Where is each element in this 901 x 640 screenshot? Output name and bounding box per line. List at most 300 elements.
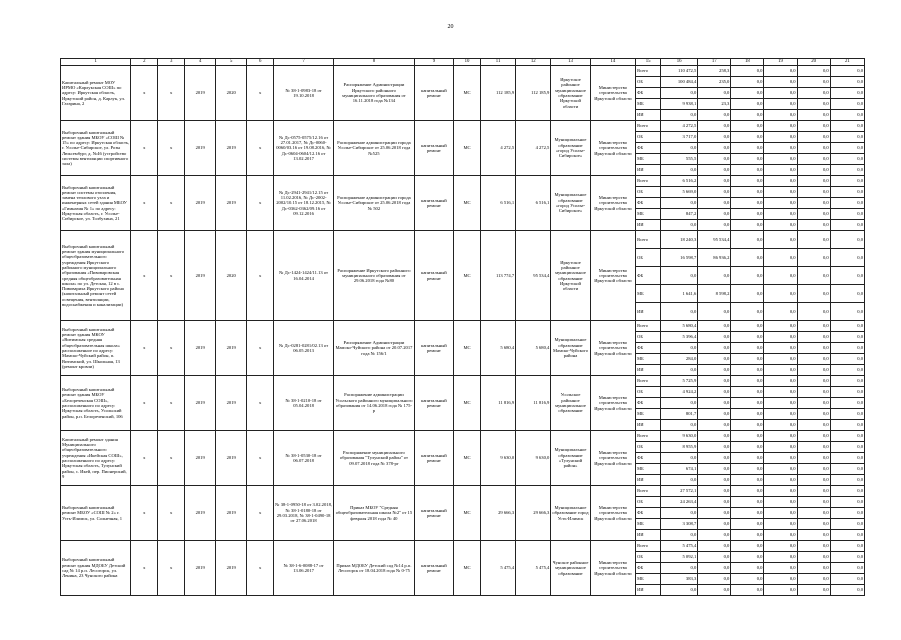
amount-cell: 0,0 (698, 497, 731, 508)
start-year-cell: 2019 (185, 486, 216, 541)
amount-cell: 0,0 (830, 409, 864, 420)
remaining-cost-cell: 9 630,0 (516, 431, 551, 486)
remaining-cost-cell: 95 534,4 (516, 231, 551, 321)
remaining-cost-cell: 5 475,4 (516, 541, 551, 596)
amount-cell: 0,0 (731, 475, 764, 486)
work-type-cell: капитальный ремонт (414, 321, 453, 376)
amount-cell: 5 092,1 (661, 552, 698, 563)
amount-cell: 0,0 (764, 563, 797, 574)
amount-cell: 5 680,4 (661, 321, 698, 332)
municipality-cell: Усольское районное муниципальное образование (551, 376, 590, 431)
work-type-cell: капитальный ремонт (414, 231, 453, 321)
funding-source-label: Всего (636, 121, 661, 132)
amount-cell: 0,0 (764, 231, 797, 249)
col6-cell: х (247, 121, 274, 176)
amount-cell: 0,0 (830, 220, 864, 231)
table-row (61, 431, 865, 442)
funding-source-label: ОБ (636, 497, 661, 508)
amount-cell: 0,0 (698, 176, 731, 187)
column-number-20: 20 (797, 59, 830, 66)
funding-source-label: МБ (636, 574, 661, 585)
decision-cell: Распоряжение администрации города Усолье-Сибирское от 25.06.2018 года №525 (334, 121, 415, 176)
amount-cell: 0,0 (797, 220, 830, 231)
work-type-cell: капитальный ремонт (414, 376, 453, 431)
decision-cell: Распоряжение Иркутского районного муниципального образования от 29.06.2018 года №80 (334, 231, 415, 321)
amount-cell: 0,0 (731, 398, 764, 409)
amount-cell: 0,0 (797, 88, 830, 99)
amount-cell: 0,0 (830, 530, 864, 541)
amount-cell: 0,0 (731, 332, 764, 343)
remaining-cost-cell: 29 666,3 (516, 486, 551, 541)
remaining-cost-cell: 4 272,5 (516, 121, 551, 176)
amount-cell: 0,0 (731, 66, 764, 77)
end-year-cell: 2019 (216, 121, 247, 176)
amount-cell: 0,0 (830, 508, 864, 519)
remaining-cost-cell: 11 816,9 (516, 376, 551, 431)
funding-source-label: МБ (636, 354, 661, 365)
ownership-cell: МС (454, 176, 481, 231)
amount-cell: 9 630,0 (661, 431, 698, 442)
amount-cell: 0,0 (830, 132, 864, 143)
amount-cell: 0,0 (731, 376, 764, 387)
amount-cell: 0,0 (797, 154, 830, 165)
funding-source-label: МБ (636, 154, 661, 165)
object-name-cell: Выборочный капитальный ремонт МБОУ «СОШ № 2» г. Усть-Илимск, ул. Солнечная, 1 (61, 486, 131, 541)
amount-cell: 235,0 (698, 77, 731, 88)
amount-cell: 5 396,4 (661, 332, 698, 343)
funding-source-label: ФБ (636, 143, 661, 154)
amount-cell: 0,0 (797, 376, 830, 387)
amount-cell: 0,0 (698, 209, 731, 220)
col6-cell: х (247, 176, 274, 231)
amount-cell: 0,0 (764, 475, 797, 486)
decision-cell: Распоряжение Администрации Мамско-Чуйского района от 20.07.2017 года № 156/1 (334, 321, 415, 376)
amount-cell: 0,0 (698, 508, 731, 519)
col6-cell: х (247, 231, 274, 321)
amount-cell: 0,0 (698, 409, 731, 420)
amount-cell: 0,0 (731, 508, 764, 519)
amount-cell: 8 955,9 (661, 442, 698, 453)
funding-source-label: ИИ (636, 220, 661, 231)
object-name-cell: Выборочный капитальный ремонт здания МКОУ «Витимская средняя общеобразовательная школа» расположенное по адресу: Мамско-Чуйский район, п. Витимский, ул. Школьная, 13 (ремонт кровли) (61, 321, 131, 376)
amount-cell: 0,0 (830, 110, 864, 121)
amount-cell: 0,0 (698, 303, 731, 321)
funding-source-label: ОБ (636, 552, 661, 563)
amount-cell: 0,0 (764, 66, 797, 77)
amount-cell: 0,0 (830, 475, 864, 486)
amount-cell: 0,0 (661, 343, 698, 354)
amount-cell: 0,0 (698, 574, 731, 585)
amount-cell: 555,5 (661, 154, 698, 165)
amount-cell: 0,0 (731, 77, 764, 88)
col2-cell: х (131, 121, 158, 176)
funding-source-label: Всего (636, 176, 661, 187)
amount-cell: 0,0 (698, 541, 731, 552)
amount-cell: 0,0 (764, 209, 797, 220)
funding-source-label: МБ (636, 99, 661, 110)
funding-source-label: ФБ (636, 343, 661, 354)
amount-cell: 0,0 (731, 519, 764, 530)
col2-cell: х (131, 431, 158, 486)
amount-cell: 0,0 (830, 420, 864, 431)
amount-cell: 0,0 (731, 431, 764, 442)
municipality-cell: Муниципальное образование город Усть-Илимск (551, 486, 590, 541)
amount-cell: 0,0 (797, 387, 830, 398)
expertise-cell: № 38-1-0210-18 от 05.04.2018 (274, 376, 334, 431)
expertise-cell: № 38-1-0530-18 от 06.07.2018 (274, 431, 334, 486)
funding-source-label: Всего (636, 541, 661, 552)
amount-cell: 0,0 (731, 154, 764, 165)
remaining-cost-cell: 112 185,9 (516, 66, 551, 121)
amount-cell: 0,0 (797, 187, 830, 198)
amount-cell: 0,0 (731, 387, 764, 398)
amount-cell: 0,0 (764, 486, 797, 497)
amount-cell: 110 472,5 (661, 66, 698, 77)
work-type-cell: капитальный ремонт (414, 431, 453, 486)
municipality-cell: Муниципальное образование Мамско-Чуйского района (551, 321, 590, 376)
amount-cell: 0,0 (698, 431, 731, 442)
amount-cell: 0,0 (830, 187, 864, 198)
amount-cell: 0,0 (764, 198, 797, 209)
amount-cell: 0,0 (698, 132, 731, 143)
funding-source-label: ИИ (636, 365, 661, 376)
amount-cell: 0,0 (764, 574, 797, 585)
amount-cell: 0,0 (797, 121, 830, 132)
end-year-cell: 2019 (216, 431, 247, 486)
col6-cell: х (247, 486, 274, 541)
amount-cell: 0,0 (797, 209, 830, 220)
table-row (61, 486, 865, 497)
amount-cell: 0,0 (797, 453, 830, 464)
amount-cell: 5 725,9 (661, 376, 698, 387)
column-number-14: 14 (590, 59, 636, 66)
object-name-cell: Выборочный капитальный ремонт здания МБОУ «СОШ № 15» по адресу: Иркутская область, г. Усолье-Сибирское, ул. Розы Люксембург, д. №46 (устройство системы вентиляции спортивного зала) (61, 121, 131, 176)
amount-cell: 0,0 (797, 365, 830, 376)
amount-cell: 3 717,0 (661, 132, 698, 143)
estimated-cost-cell: 112 185,9 (481, 66, 516, 121)
amount-cell: 8 598,2 (698, 285, 731, 303)
column-number-5: 5 (216, 59, 247, 66)
expertise-cell: № 38-1-0950-18 от 3.02.2018, № 38-1-0180-18 от 29.03.2018, № 38-1-0490-18 от 27.06.2018 (274, 486, 334, 541)
amount-cell: 0,0 (661, 453, 698, 464)
amount-cell: 0,0 (797, 343, 830, 354)
amount-cell: 0,0 (830, 365, 864, 376)
table-row (61, 121, 865, 132)
amount-cell: 0,0 (797, 99, 830, 110)
end-year-cell: 2019 (216, 321, 247, 376)
expertise-cell: № Дс-0575-0575/12.16 от 27.01.2017, № Дс-0060-0060/03.16 от 19.08.2016, № Дс-0604-0604/12.16 от 13.02.2017 (274, 121, 334, 176)
amount-cell: 0,0 (764, 519, 797, 530)
amount-cell: 3 308,7 (661, 519, 698, 530)
funding-source-label: ОБ (636, 132, 661, 143)
amount-cell: 0,0 (764, 497, 797, 508)
decision-cell: Распоряжение администрации города Усолье-Сибирское от 25.06.2018 года № 502 (334, 176, 415, 231)
amount-cell: 0,0 (731, 574, 764, 585)
amount-cell: 0,0 (797, 431, 830, 442)
amount-cell: 0,0 (797, 354, 830, 365)
amount-cell: 0,0 (797, 464, 830, 475)
estimated-cost-cell: 5 475,4 (481, 541, 516, 596)
col2-cell: х (131, 231, 158, 321)
amount-cell: 0,0 (764, 343, 797, 354)
amount-cell: 0,0 (698, 354, 731, 365)
amount-cell: 0,0 (797, 198, 830, 209)
ownership-cell: МС (454, 486, 481, 541)
column-number-1: 1 (61, 59, 131, 66)
funding-source-label: МБ (636, 285, 661, 303)
col2-cell: х (131, 321, 158, 376)
amount-cell: 0,0 (698, 332, 731, 343)
amount-cell: 0,0 (698, 110, 731, 121)
col3-cell: х (158, 321, 185, 376)
amount-cell: 0,0 (698, 442, 731, 453)
estimated-cost-cell: 113 774,7 (481, 231, 516, 321)
amount-cell: 0,0 (830, 563, 864, 574)
amount-cell: 0,0 (731, 563, 764, 574)
amount-cell: 0,0 (731, 541, 764, 552)
amount-cell: 0,0 (797, 267, 830, 285)
amount-cell: 0,0 (731, 165, 764, 176)
amount-cell: 0,0 (698, 267, 731, 285)
amount-cell: 0,0 (830, 519, 864, 530)
col3-cell: х (158, 121, 185, 176)
amount-cell: 0,0 (661, 530, 698, 541)
amount-cell: 0,0 (797, 176, 830, 187)
start-year-cell: 2019 (185, 121, 216, 176)
amount-cell: 284,0 (661, 354, 698, 365)
amount-cell: 0,0 (797, 585, 830, 596)
amount-cell: 0,0 (698, 475, 731, 486)
amount-cell: 0,0 (830, 121, 864, 132)
estimated-cost-cell: 9 630,0 (481, 431, 516, 486)
amount-cell: 0,0 (661, 475, 698, 486)
funding-source-label: ФБ (636, 88, 661, 99)
amount-cell: 0,0 (731, 420, 764, 431)
funding-source-label: Всего (636, 486, 661, 497)
column-number-11: 11 (481, 59, 516, 66)
end-year-cell: 2020 (216, 231, 247, 321)
amount-cell: 0,0 (698, 121, 731, 132)
work-type-cell: капитальный ремонт (414, 66, 453, 121)
amount-cell: 0,0 (764, 354, 797, 365)
expertise-cell: № 38-1-6-0088-17 от 13.06.2017 (274, 541, 334, 596)
col2-cell: х (131, 486, 158, 541)
table-row (61, 176, 865, 187)
amount-cell: 0,0 (731, 585, 764, 596)
ministry-cell: Министерство строительства Иркутской области (590, 321, 636, 376)
start-year-cell: 2019 (185, 376, 216, 431)
amount-cell: 0,0 (764, 176, 797, 187)
amount-cell: 0,0 (661, 198, 698, 209)
estimated-cost-cell: 5 680,4 (481, 321, 516, 376)
funding-source-label: ОБ (636, 387, 661, 398)
amount-cell: 0,0 (731, 486, 764, 497)
amount-cell: 0,0 (830, 143, 864, 154)
amount-cell: 0,0 (830, 77, 864, 88)
amount-cell: 0,0 (764, 285, 797, 303)
amount-cell: 0,0 (698, 453, 731, 464)
ministry-cell: Министерство строительства Иркутской области (590, 486, 636, 541)
amount-cell: 0,0 (830, 486, 864, 497)
amount-cell: 0,0 (661, 398, 698, 409)
amount-cell: 0,0 (731, 497, 764, 508)
amount-cell: 0,0 (764, 154, 797, 165)
object-name-cell: Выборочный капитальный ремонт системы отопления, замена теплового узла и инженерных сетей здания МБОУ «Гимназия № 1» по адресу: Иркутская область, г. Усолье-Сибирское, ул. Толбухина, 21 (61, 176, 131, 231)
amount-cell: 0,0 (764, 99, 797, 110)
municipality-cell: Муниципальное образование «Тулунский район» (551, 431, 590, 486)
funding-source-label: ФБ (636, 198, 661, 209)
amount-cell: 0,0 (797, 420, 830, 431)
amount-cell: 0,0 (797, 519, 830, 530)
amount-cell: 0,0 (797, 77, 830, 88)
col6-cell: х (247, 66, 274, 121)
amount-cell: 0,0 (764, 420, 797, 431)
amount-cell: 0,0 (731, 231, 764, 249)
column-number-17: 17 (698, 59, 731, 66)
column-number-7: 7 (274, 59, 334, 66)
amount-cell: 0,0 (698, 530, 731, 541)
column-number-21: 21 (830, 59, 864, 66)
column-number-18: 18 (731, 59, 764, 66)
work-type-cell: капитальный ремонт (414, 486, 453, 541)
amount-cell: 0,0 (731, 464, 764, 475)
object-name-cell: Выборочный капитальный ремонт здания МДОБУ Детский сад № 14 р.п. Лесогорск, ул. Ленина, 23 Чунского района (61, 541, 131, 596)
col2-cell: х (131, 376, 158, 431)
estimated-cost-cell: 4 272,5 (481, 121, 516, 176)
ownership-cell: МС (454, 431, 481, 486)
amount-cell: 0,0 (797, 321, 830, 332)
amount-cell: 0,0 (764, 365, 797, 376)
funding-source-label: ОБ (636, 249, 661, 267)
ministry-cell: Министерство строительства Иркутской области (590, 431, 636, 486)
amount-cell: 0,0 (698, 387, 731, 398)
amount-cell: 0,0 (764, 541, 797, 552)
table-row (61, 66, 865, 77)
amount-cell: 0,0 (764, 132, 797, 143)
amount-cell: 0,0 (698, 486, 731, 497)
amount-cell: 0,0 (731, 267, 764, 285)
column-number-3: 3 (158, 59, 185, 66)
funding-source-label: ИИ (636, 420, 661, 431)
funding-source-label: ИИ (636, 475, 661, 486)
col3-cell: х (158, 541, 185, 596)
end-year-cell: 2019 (216, 176, 247, 231)
decision-cell: Распоряжение Администрации Иркутского районного муниципального образования от 16.11.2018 года №134 (334, 66, 415, 121)
funding-source-label: ФБ (636, 398, 661, 409)
amount-cell: 0,0 (698, 220, 731, 231)
amount-cell: 0,0 (698, 187, 731, 198)
col2-cell: х (131, 176, 158, 231)
amount-cell: 0,0 (797, 552, 830, 563)
decision-cell: Распоряжение муниципального образования "Тулунский район" от 09.07.2018 года № 378-рг (334, 431, 415, 486)
amount-cell: 0,0 (764, 267, 797, 285)
ministry-cell: Министерство строительства Иркутской области (590, 66, 636, 121)
object-name-cell: Капитальный ремонт здания Муниципального общеобразовательного учреждения «Икейская СОШ», расположенного по адресу: Иркутская область, Тулунский район, с. Икей, пер. Пионерский, 9 (61, 431, 131, 486)
amount-cell: 801,7 (661, 409, 698, 420)
amount-cell: 27 572,1 (661, 486, 698, 497)
amount-cell: 0,0 (698, 143, 731, 154)
amount-cell: 0,0 (731, 552, 764, 563)
amount-cell: 0,0 (830, 574, 864, 585)
amount-cell: 24 263,4 (661, 497, 698, 508)
ministry-cell: Министерство строительства Иркутской области (590, 121, 636, 176)
funding-source-label: МБ (636, 209, 661, 220)
amount-cell: 18 240,3 (661, 231, 698, 249)
funding-source-label: ФБ (636, 453, 661, 464)
amount-cell: 1 641,6 (661, 285, 698, 303)
col2-cell: х (131, 66, 158, 121)
amount-cell: 0,0 (731, 132, 764, 143)
ownership-cell: МС (454, 321, 481, 376)
amount-cell: 0,0 (764, 387, 797, 398)
amount-cell: 0,0 (830, 267, 864, 285)
work-type-cell: капитальный ремонт (414, 121, 453, 176)
amount-cell: 0,0 (698, 343, 731, 354)
amount-cell: 0,0 (731, 453, 764, 464)
column-number-12: 12 (516, 59, 551, 66)
ministry-cell: Министерство строительства Иркутской области (590, 376, 636, 431)
amount-cell: 0,0 (797, 398, 830, 409)
amount-cell: 0,0 (698, 198, 731, 209)
funding-source-label: ОБ (636, 77, 661, 88)
amount-cell: 0,0 (731, 176, 764, 187)
amount-cell: 4 272,5 (661, 121, 698, 132)
municipality-cell: Иркутское районное муниципальное образование Иркутской области (551, 231, 590, 321)
amount-cell: 0,0 (731, 442, 764, 453)
ministry-cell: Министерство строительства Иркутской области (590, 176, 636, 231)
remaining-cost-cell: 6 516,1 (516, 176, 551, 231)
col3-cell: х (158, 176, 185, 231)
funding-source-label: Всего (636, 231, 661, 249)
amount-cell: 0,0 (731, 303, 764, 321)
amount-cell: 9 938,1 (661, 99, 698, 110)
amount-cell: 0,0 (764, 398, 797, 409)
amount-cell: 0,0 (661, 110, 698, 121)
ownership-cell: МС (454, 66, 481, 121)
amount-cell: 0,0 (797, 574, 830, 585)
table-row (61, 376, 865, 387)
amount-cell: 0,0 (698, 464, 731, 475)
start-year-cell: 2019 (185, 321, 216, 376)
amount-cell: 0,0 (830, 552, 864, 563)
amount-cell: 0,0 (698, 563, 731, 574)
amount-cell: 23,3 (698, 99, 731, 110)
amount-cell: 0,0 (797, 231, 830, 249)
amount-cell: 4 924,2 (661, 387, 698, 398)
table-body (61, 66, 865, 596)
amount-cell: 0,0 (797, 303, 830, 321)
amount-cell: 0,0 (830, 303, 864, 321)
amount-cell: 0,0 (661, 267, 698, 285)
funding-source-label: МБ (636, 519, 661, 530)
municipality-cell: Чунское районное муниципальное образование (551, 541, 590, 596)
start-year-cell: 2019 (185, 231, 216, 321)
col3-cell: х (158, 231, 185, 321)
end-year-cell: 2019 (216, 376, 247, 431)
table-row (61, 231, 865, 249)
amount-cell: 0,0 (797, 409, 830, 420)
amount-cell: 674,1 (661, 464, 698, 475)
remaining-cost-cell: 5 680,4 (516, 321, 551, 376)
amount-cell: 0,0 (830, 99, 864, 110)
amount-cell: 0,0 (797, 285, 830, 303)
amount-cell: 0,0 (797, 497, 830, 508)
amount-cell: 0,0 (698, 165, 731, 176)
amount-cell: 0,0 (764, 409, 797, 420)
amount-cell: 0,0 (698, 365, 731, 376)
amount-cell: 0,0 (797, 249, 830, 267)
column-number-8: 8 (334, 59, 415, 66)
